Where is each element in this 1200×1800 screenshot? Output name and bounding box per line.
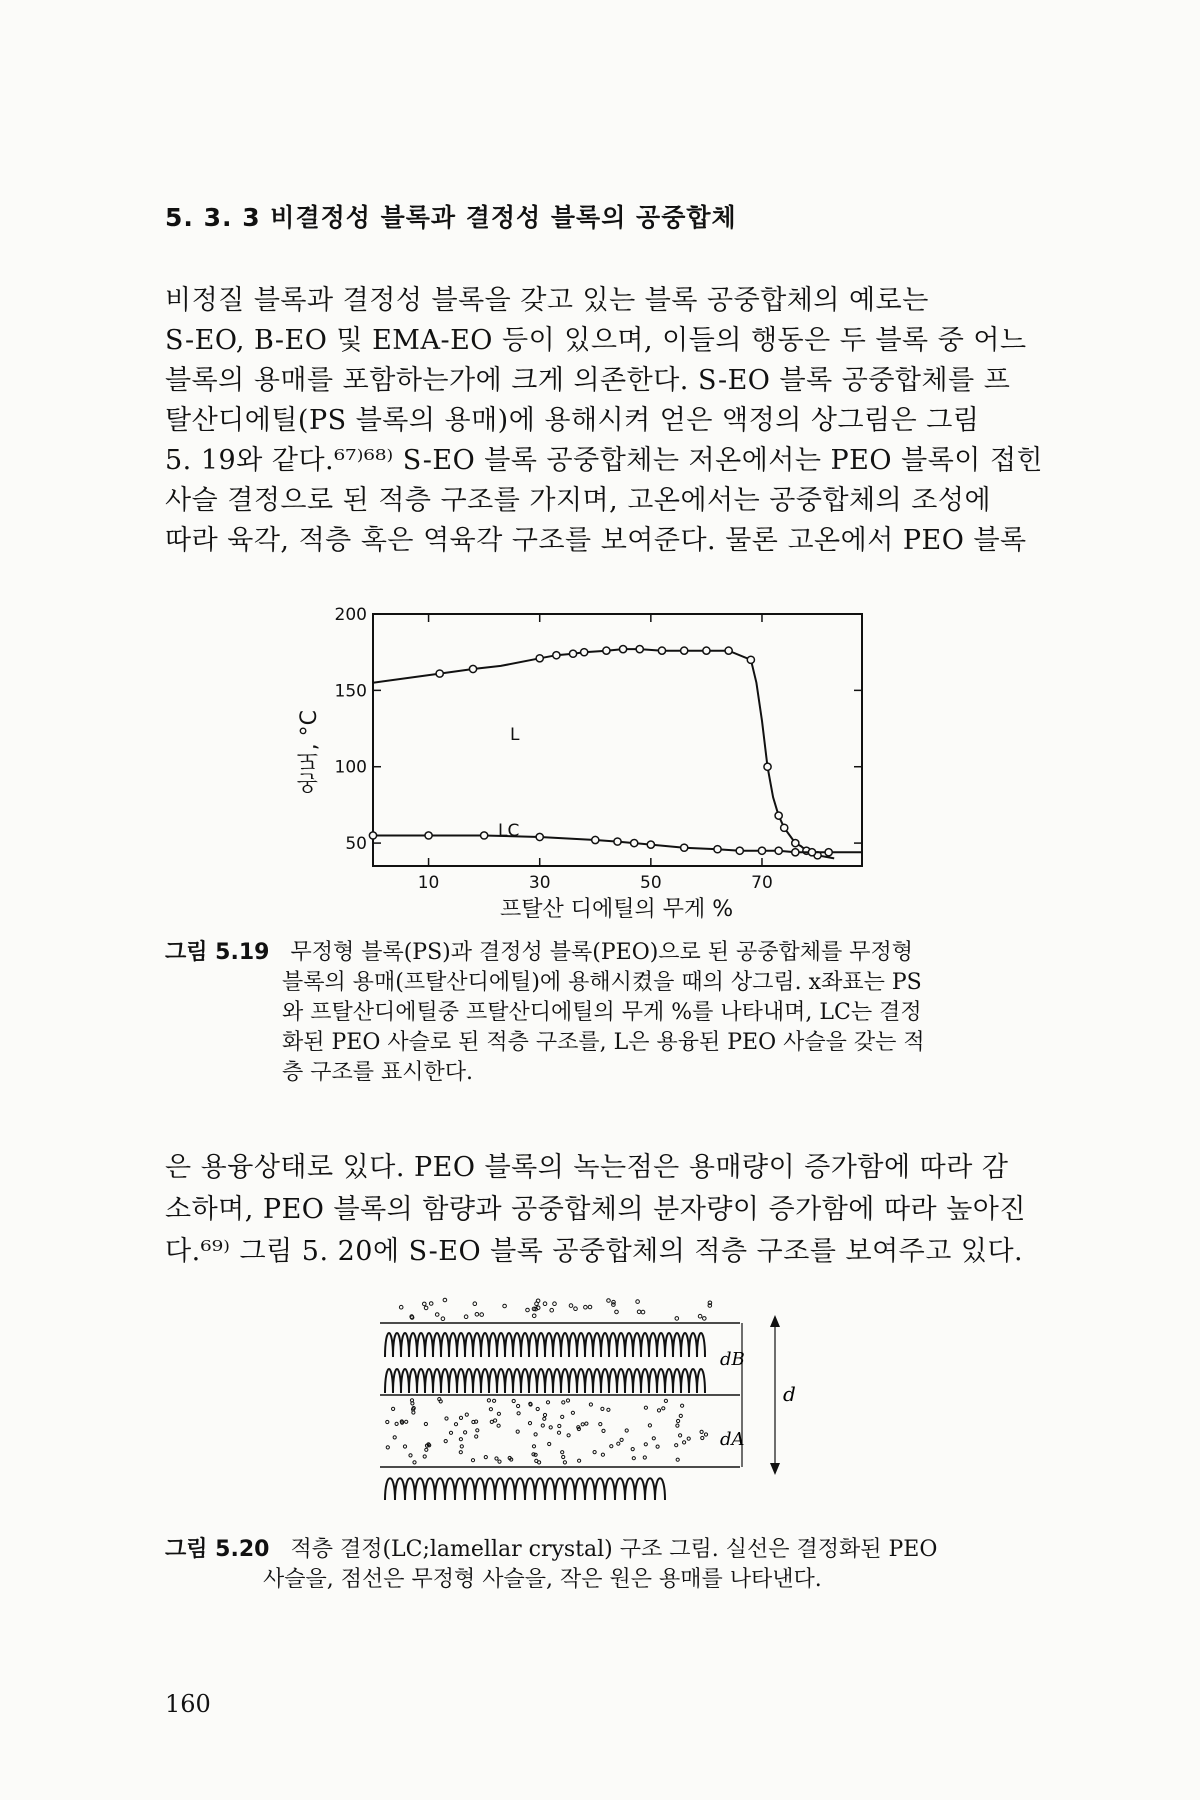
solvent-dot — [393, 1436, 396, 1439]
solvent-dot — [561, 1415, 564, 1418]
solvent-dot — [526, 1308, 530, 1312]
region-label-L: L — [510, 725, 520, 745]
solvent-dot — [584, 1305, 588, 1309]
data-point — [553, 652, 560, 659]
solvent-dot — [553, 1302, 557, 1306]
section-heading: 5. 3. 3 비결정성 블록과 결정성 블록의 공중합체 — [165, 203, 737, 232]
folded-chain — [385, 1333, 705, 1357]
solvent-dot — [425, 1448, 428, 1451]
solvent-dot — [493, 1399, 496, 1402]
data-point — [631, 839, 638, 846]
solvent-dot — [588, 1305, 592, 1309]
solvent-dot — [675, 1444, 678, 1447]
solvent-dot — [703, 1317, 707, 1321]
solvent-dot — [683, 1441, 686, 1444]
data-point — [825, 849, 832, 856]
data-point — [681, 844, 688, 851]
solvent-dot — [558, 1424, 561, 1427]
page-number: 160 — [165, 1690, 211, 1718]
solvent-dot — [475, 1435, 478, 1438]
solvent-dot — [676, 1458, 679, 1461]
solvent-dot — [403, 1445, 406, 1448]
solvent-dot — [679, 1414, 682, 1417]
solvent-dot — [465, 1413, 468, 1416]
solvent-dot — [498, 1460, 501, 1463]
solvent-dot — [607, 1299, 611, 1303]
solvent-dot — [625, 1429, 628, 1432]
solvent-dot — [687, 1437, 690, 1440]
solvent-dot — [445, 1417, 448, 1420]
solvent-dot — [536, 1407, 539, 1410]
solvent-dot — [581, 1423, 584, 1426]
solvent-dot — [484, 1456, 487, 1459]
caption-label: 그림 5.19 — [165, 940, 270, 965]
folded-chain — [385, 1478, 665, 1500]
label-d: d — [783, 1382, 796, 1406]
solvent-dot — [423, 1302, 427, 1306]
solvent-dot — [528, 1422, 531, 1425]
solvent-dot — [532, 1445, 535, 1448]
figure-19-caption — [165, 938, 925, 1088]
data-point — [536, 655, 543, 662]
solvent-dot — [543, 1302, 547, 1306]
data-point — [764, 763, 771, 770]
solvent-dot — [411, 1402, 414, 1405]
data-point — [775, 812, 782, 819]
solvent-dot — [677, 1419, 680, 1422]
text-line: 은 용융상태로 있다. PEO 블록의 녹는점은 용매량이 증가함에 따라 감 — [165, 1152, 1009, 1183]
solvent-dot — [464, 1431, 467, 1434]
solvent-dot — [549, 1426, 552, 1429]
solvent-dot — [480, 1313, 484, 1317]
solvent-dot — [648, 1424, 651, 1427]
solvent-dot — [516, 1430, 519, 1433]
solvent-dot — [593, 1451, 596, 1454]
solvent-dot — [471, 1459, 474, 1462]
arrow-head-down — [770, 1463, 780, 1475]
y-tick-label: 150 — [334, 681, 367, 702]
solvent-dot — [631, 1448, 634, 1451]
solvent-dot — [676, 1424, 679, 1427]
solvent-dot — [612, 1303, 616, 1307]
text-line: 다.⁶⁹⁾ 그림 5. 20에 S-EO 블록 공중합체의 적층 구조를 보여주고 있다. — [165, 1236, 1024, 1267]
solvent-dot — [701, 1436, 704, 1439]
data-point — [792, 849, 799, 856]
data-point — [775, 847, 782, 854]
solvent-dot — [620, 1438, 623, 1441]
solvent-dot — [497, 1424, 500, 1427]
solvent-dot — [517, 1404, 520, 1407]
solvent-dot — [534, 1433, 537, 1436]
caption-label: 그림 5.20 — [165, 1537, 270, 1562]
solvent-dot — [423, 1455, 426, 1458]
arrow-head-up — [770, 1315, 780, 1327]
y-tick-label: 50 — [345, 834, 367, 855]
solvent-dot — [561, 1451, 564, 1454]
solvent-dot — [424, 1306, 428, 1310]
solvent-dot — [615, 1310, 619, 1314]
data-point — [681, 647, 688, 654]
solvent-dot — [392, 1407, 395, 1410]
text-line: 비정질 블록과 결정성 블록을 갖고 있는 블록 공중합체의 예로는 — [165, 285, 929, 316]
solvent-dot — [550, 1308, 554, 1312]
data-point — [369, 832, 376, 839]
solvent-dot — [641, 1310, 645, 1314]
solvent-dot — [476, 1429, 479, 1432]
data-point — [792, 839, 799, 846]
solvent-dot — [601, 1453, 604, 1456]
data-point — [581, 649, 588, 656]
solvent-dot — [567, 1434, 570, 1437]
text-line: 탈산디에틸(PS 블록의 용매)에 용해시켜 얻은 액정의 상그림은 그림 — [165, 405, 980, 436]
solvent-dot — [508, 1456, 511, 1459]
solvent-dot — [454, 1423, 457, 1426]
solvent-dot — [399, 1305, 403, 1309]
lamellar-structure-diagram — [380, 1295, 800, 1505]
solvent-dot — [538, 1461, 541, 1464]
solvent-dot — [563, 1461, 566, 1464]
data-point — [714, 846, 721, 853]
solvent-dot — [607, 1408, 610, 1411]
solvent-dot — [610, 1445, 613, 1448]
data-point — [603, 647, 610, 654]
data-point — [592, 836, 599, 843]
solvent-dot — [475, 1313, 479, 1317]
data-point — [758, 847, 765, 854]
solvent-dot — [541, 1424, 544, 1427]
caption-line: 화된 PEO 사슬로 된 적층 구조를, L은 용융된 PEO 사슬을 갖는 적 — [282, 1030, 925, 1055]
solvent-dot — [409, 1454, 412, 1457]
region-label-LC: LC — [498, 821, 520, 841]
solvent-dot — [459, 1438, 462, 1441]
text-line: 소하며, PEO 블록의 함량과 공중합체의 분자량이 증가함에 따라 높아진 — [165, 1194, 1026, 1225]
solvent-dot — [657, 1409, 660, 1412]
solvent-dot — [532, 1453, 535, 1456]
solvent-dot — [562, 1401, 565, 1404]
caption-line: 사슬을, 점선은 무정형 사슬을, 작은 원은 용매를 나타낸다. — [263, 1567, 822, 1592]
solvent-dot — [566, 1399, 569, 1402]
solvent-dot — [464, 1315, 468, 1319]
text-line: 사슬 결정으로 된 적층 구조를 가지며, 고온에서는 공중합체의 조성에 — [165, 485, 992, 516]
solvent-dot — [664, 1399, 667, 1402]
data-point — [736, 847, 743, 854]
solvent-dot — [637, 1310, 641, 1314]
solvent-dot — [413, 1461, 416, 1464]
solvent-dot — [700, 1430, 703, 1433]
text-line: 5. 19와 같다.⁶⁷⁾⁶⁸⁾ S-EO 블록 공중합체는 저온에서는 PEO 블록이 접힌 — [165, 445, 1044, 476]
solvent-dot — [585, 1422, 588, 1425]
solvent-dot — [543, 1417, 546, 1420]
solvent-dot — [405, 1420, 408, 1423]
solvent-dot — [395, 1422, 398, 1425]
caption-line: 와 프탈산디에틸중 프탈산디에틸의 무게 %를 나타내며, LC는 결정 — [282, 1000, 922, 1025]
x-tick-label: 70 — [751, 873, 773, 893]
solvent-dot — [429, 1302, 433, 1306]
plot-frame — [373, 614, 862, 866]
solvent-dot — [662, 1407, 665, 1410]
solvent-dot — [529, 1403, 532, 1406]
solvent-dot — [548, 1442, 551, 1445]
solvent-dot — [679, 1434, 682, 1437]
data-point — [614, 838, 621, 845]
solvent-dot — [497, 1412, 500, 1415]
solvent-dot — [644, 1443, 647, 1446]
solvent-dot — [412, 1411, 415, 1414]
solvent-dot — [632, 1457, 635, 1460]
solvent-dot — [569, 1304, 573, 1308]
solvent-dot — [459, 1416, 462, 1419]
solvent-dot — [512, 1399, 515, 1402]
data-point — [569, 650, 576, 657]
data-point — [536, 833, 543, 840]
solvent-dot — [490, 1420, 493, 1423]
caption-line: 무정형 블록(PS)과 결정성 블록(PEO)으로 된 공중합체를 무정형 — [290, 940, 914, 965]
solvent-dot — [475, 1420, 478, 1423]
solvent-dot — [643, 1456, 646, 1459]
y-tick-label: 200 — [334, 605, 367, 625]
data-point — [436, 670, 443, 677]
label-dB: dB — [720, 1349, 745, 1370]
label-dA: dA — [720, 1429, 745, 1450]
solvent-dot — [443, 1298, 447, 1302]
solvent-dot — [489, 1408, 492, 1411]
solvent-dot — [681, 1404, 684, 1407]
solvent-dot — [449, 1431, 452, 1434]
solvent-dot — [602, 1429, 605, 1432]
solvent-dot — [644, 1406, 647, 1409]
solvent-dot — [599, 1423, 602, 1426]
solvent-dot — [652, 1437, 655, 1440]
data-point — [425, 832, 432, 839]
data-point — [481, 832, 488, 839]
solvent-dot — [494, 1419, 497, 1422]
solvent-dot — [617, 1442, 620, 1445]
solvent-dot — [578, 1459, 581, 1462]
x-tick-label: 10 — [417, 873, 440, 893]
solvent-dot — [441, 1317, 445, 1321]
solvent-dot — [517, 1412, 520, 1415]
solvent-dot — [459, 1451, 462, 1454]
solvent-dot — [601, 1407, 604, 1410]
y-tick-label: 100 — [334, 757, 367, 778]
solvent-dot — [557, 1431, 560, 1434]
solvent-dot — [636, 1300, 640, 1304]
data-point — [469, 665, 476, 672]
solvent-dot — [704, 1433, 707, 1436]
solvent-dot — [656, 1445, 659, 1448]
solvent-dot — [444, 1440, 447, 1443]
solvent-dot — [424, 1422, 427, 1425]
caption-line: 층 구조를 표시한다. — [282, 1060, 473, 1085]
text-line: 블록의 용매를 포함하는가에 크게 의존한다. S-EO 블록 공중합체를 프 — [165, 365, 1011, 396]
data-point — [703, 647, 710, 654]
solvent-dot — [386, 1420, 389, 1423]
data-point — [636, 646, 643, 653]
solvent-dot — [543, 1413, 546, 1416]
solvent-dot — [495, 1457, 498, 1460]
data-point — [725, 647, 732, 654]
x-tick-label: 50 — [640, 873, 662, 893]
text-line: 따라 육각, 적층 혹은 역육각 구조를 보여준다. 물론 고온에서 PEO 블록 — [165, 525, 1027, 556]
data-point — [658, 647, 665, 654]
data-point — [808, 849, 815, 856]
solvent-dot — [571, 1411, 574, 1414]
solvent-dot — [546, 1401, 549, 1404]
caption-line: 적층 결정(LC;lamellar crystal) 구조 그림. 실선은 결정화된 PEO — [290, 1537, 938, 1562]
solvent-dot — [473, 1302, 477, 1306]
solvent-dot — [574, 1307, 578, 1311]
folded-chain — [385, 1369, 705, 1393]
solvent-dot — [435, 1313, 439, 1317]
x-tick-label: 30 — [528, 873, 551, 893]
solvent-dot — [503, 1304, 507, 1308]
data-point — [647, 841, 654, 848]
series-line-upper — [373, 649, 834, 858]
solvent-dot — [698, 1314, 702, 1318]
chart-x-label: 프탈산 디에틸의 무게 % — [500, 897, 734, 922]
solvent-dot — [487, 1399, 490, 1402]
figure-20-caption — [165, 1535, 937, 1595]
data-point — [747, 656, 754, 663]
solvent-dot — [438, 1398, 441, 1401]
data-point — [781, 824, 788, 831]
solvent-dot — [589, 1403, 592, 1406]
solvent-dot — [675, 1317, 679, 1321]
caption-line: 블록의 용매(프탈산디에틸)에 용해시켰을 때의 상그림. x좌표는 PS — [282, 970, 922, 995]
text-line: S-EO, B-EO 및 EMA-EO 등이 있으며, 이들의 행동은 두 블록 중 어느 — [165, 325, 1027, 356]
solvent-dot — [460, 1445, 463, 1448]
data-point — [619, 646, 626, 653]
solvent-dot — [532, 1314, 536, 1318]
chart-y-label: 온도, °C — [297, 710, 322, 795]
solvent-dot — [386, 1446, 389, 1449]
solvent-dot — [562, 1455, 565, 1458]
